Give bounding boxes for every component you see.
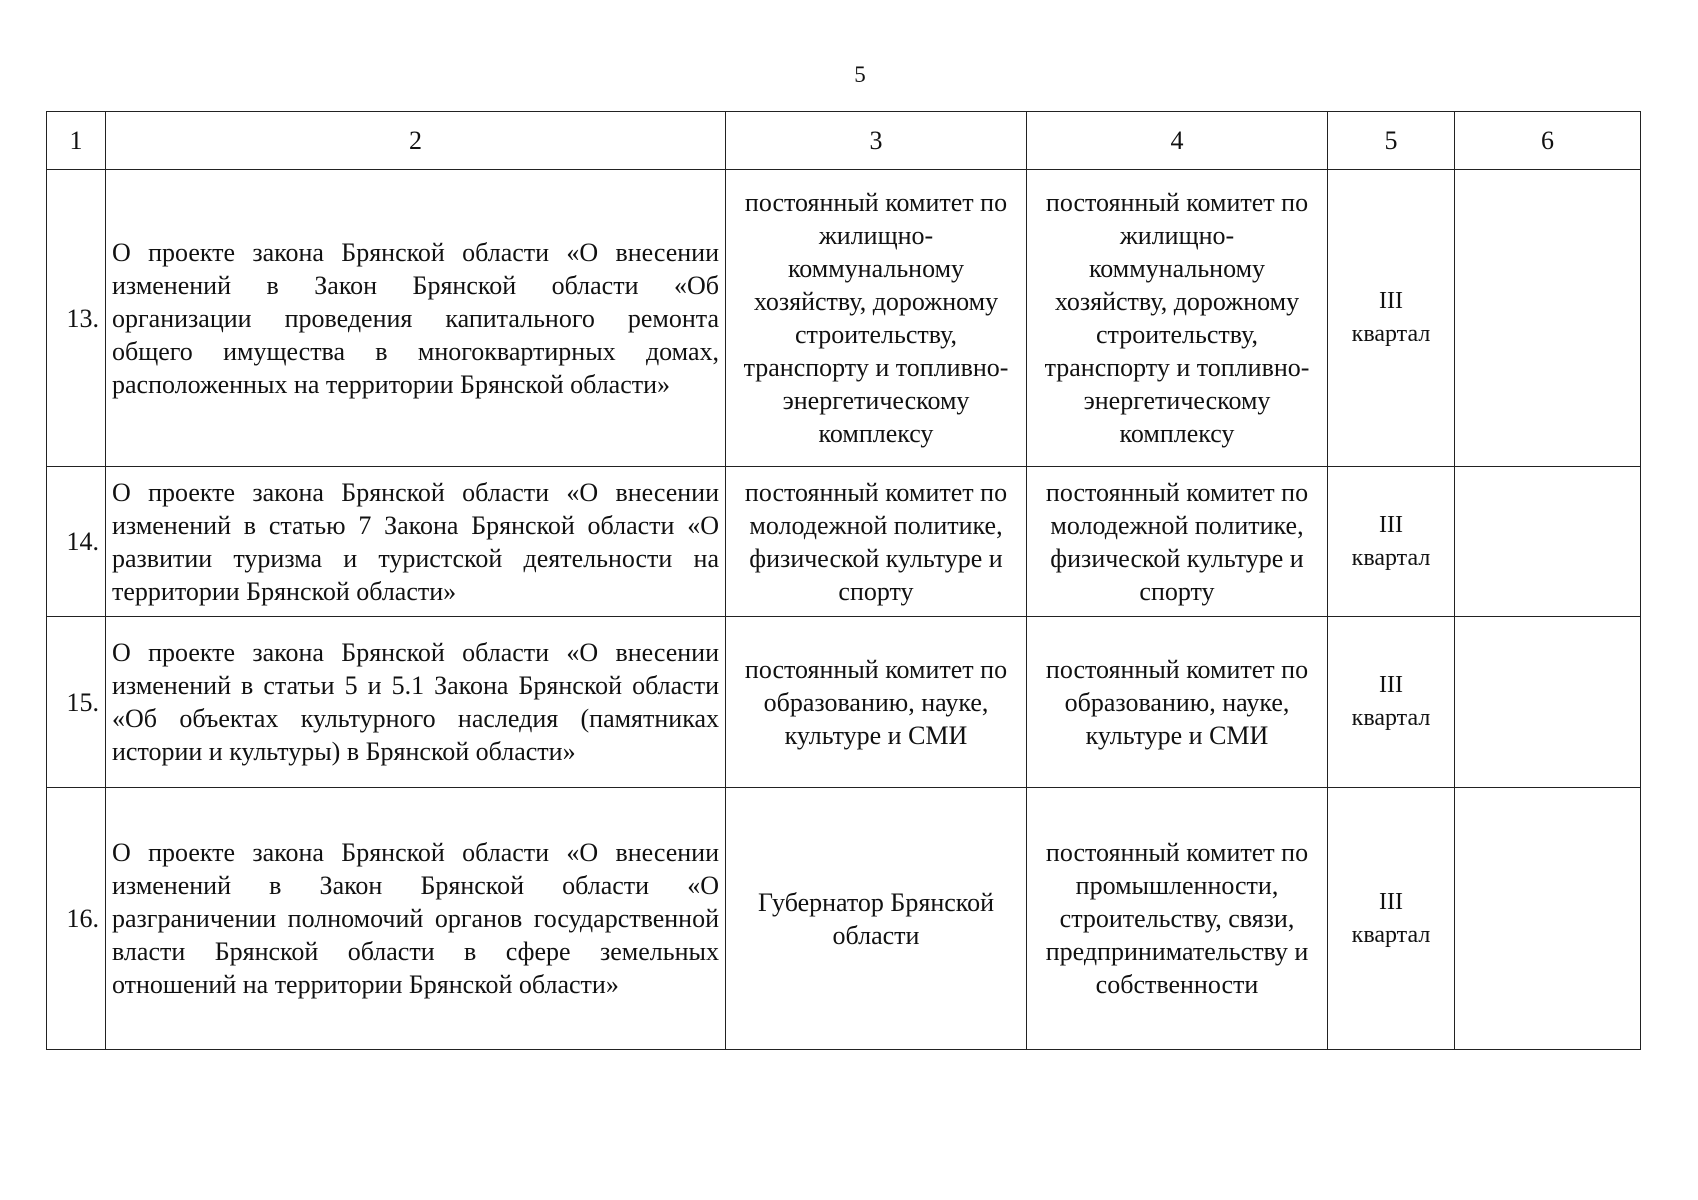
header-cell: 5 (1328, 112, 1455, 170)
quarter-word: квартал (1351, 921, 1431, 948)
table-row (47, 788, 1641, 1050)
plan-table (46, 111, 1641, 1050)
quarter-number: III (1379, 672, 1403, 698)
bill-title: О проекте закона Брянской области «О внесении изменений в статью 7 Закона Брянской области «О развитии туризма и туристской деятельности на территории Брянской области» (106, 467, 726, 617)
header-cell: 6 (1455, 112, 1641, 170)
notes-cell (1455, 788, 1641, 1050)
page-number: 5 (854, 62, 866, 87)
preparing-committee: постоянный комитет по молодежной политике, физической культуре и спорту (1027, 467, 1328, 617)
quarter-word: квартал (1351, 544, 1431, 571)
quarter-number: III (1379, 288, 1403, 314)
row-number: 13. (47, 170, 106, 467)
quarter-cell (1328, 170, 1455, 467)
table-row (47, 170, 1641, 467)
table-header-row (47, 112, 1641, 170)
notes-cell (1455, 467, 1641, 617)
table-row (47, 467, 1641, 617)
table-row (47, 617, 1641, 788)
bill-title: О проекте закона Брянской области «О внесении изменений в Закон Брянской области «Об организации проведения капитального ремонта общего имущества в многоквартирных домах, расположенных на территории Брянской области» (106, 170, 726, 467)
quarter-cell (1328, 467, 1455, 617)
notes-cell (1455, 617, 1641, 788)
quarter-word: квартал (1351, 705, 1431, 731)
header-cell: 1 (47, 112, 106, 170)
responsible-committee: Губернатор Брянской области (726, 788, 1027, 1050)
responsible-committee: постоянный комитет по жилищно-коммунальному хозяйству, дорожному строительству, транспорту и топливно-энергетическому комплексу (726, 170, 1027, 467)
preparing-committee: постоянный комитет по жилищно-коммунальному хозяйству, дорожному строительству, транспорту и топливно-энергетическому комплексу (1027, 170, 1328, 467)
quarter-number: III (1379, 888, 1403, 915)
bill-title: О проекте закона Брянской области «О внесении изменений в статьи 5 и 5.1 Закона Брянской области «Об объектах культурного наследия (памятниках истории и культуры) в Брянской области» (106, 617, 726, 788)
quarter-word: квартал (1351, 321, 1431, 347)
header-cell: 3 (726, 112, 1027, 170)
row-number: 14. (47, 467, 106, 617)
responsible-committee: постоянный комитет по молодежной политике, физической культуре и спорту (726, 467, 1027, 617)
header-cell: 4 (1027, 112, 1328, 170)
preparing-committee: постоянный комитет по промышленности, строительству, связи, предпринимательству и собственности (1027, 788, 1328, 1050)
notes-cell (1455, 170, 1641, 467)
quarter-cell (1328, 788, 1455, 1050)
quarter-number: III (1379, 511, 1403, 538)
responsible-committee: постоянный комитет по образованию, науке, культуре и СМИ (726, 617, 1027, 788)
quarter-cell (1328, 617, 1455, 788)
bill-title: О проекте закона Брянской области «О внесении изменений в Закон Брянской области «О разграничении полномочий органов государственной власти Брянской области в сфере земельных отношений на территории Брянской области» (106, 788, 726, 1050)
preparing-committee: постоянный комитет по образованию, науке, культуре и СМИ (1027, 617, 1328, 788)
row-number: 15. (47, 617, 106, 788)
row-number: 16. (47, 788, 106, 1050)
header-cell: 2 (106, 112, 726, 170)
